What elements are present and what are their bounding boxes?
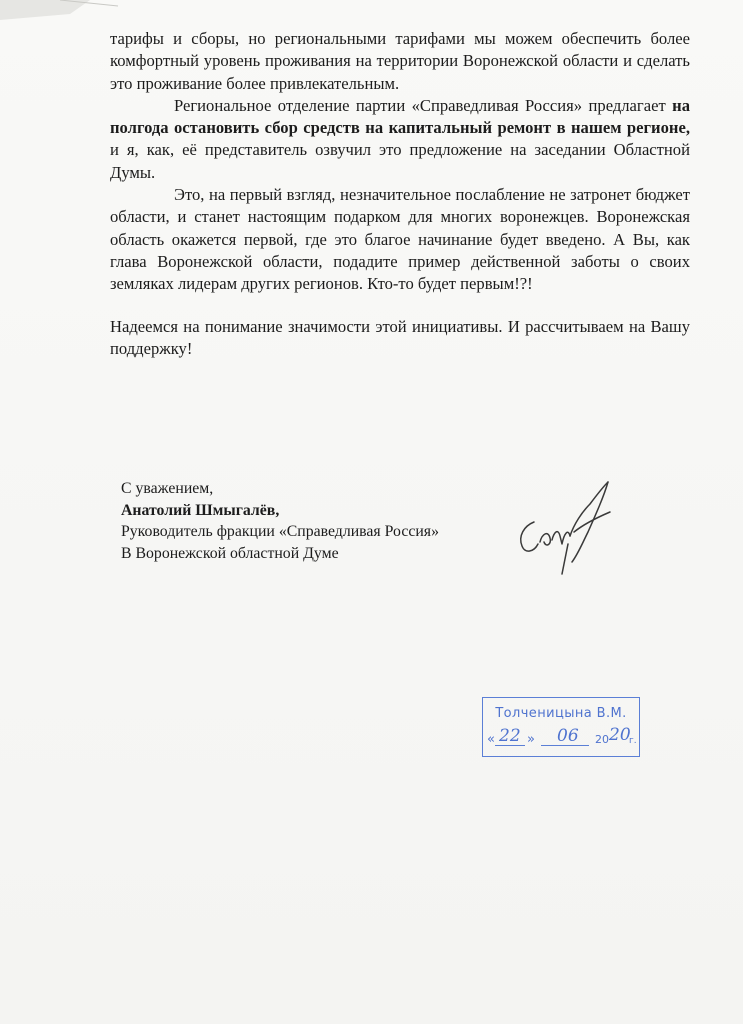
paragraph-support: Надеемся на понимание значимости этой инициативы. И рассчитываем на Вашу поддержку! [110,316,690,358]
signature-block [121,478,521,564]
signer-organization: В Воронежской областной Думе [121,544,339,562]
stamp-date-day: 22 [499,726,521,746]
paragraph-proposal-start: Региональное отделение партии «Справедливая Россия» предлагает [174,95,673,115]
stamp-date-line [487,726,635,750]
letter-body [110,28,690,360]
registration-stamp [482,697,640,757]
paragraph-budget: Это, на первый взгляд, незначительное послабление не затронет бюджет области, и станет настоящим подарком для многих воронежцев. Воронежская область окажется первой, где это благое начинание будет введено. А Вы, как глава Воронежской области, подадите пример действенной заботы о своих земляках лидерам других регионов. Кто-то будет первым!?! [110,185,690,294]
signer-position: Руководитель фракции «Справедливая Россия» [121,523,439,540]
paragraph-proposal [110,95,690,184]
paragraph-proposal-bold: на полгода остановить сбор средств на капитальный ремонт в нашем регионе, [110,95,690,138]
stamp-year-prefix: 20 [595,733,609,746]
page-corner-fold [0,0,130,30]
paragraph-proposal-end: и я, как, её представитель озвучил это предложение на заседании Областной Думы. [110,140,690,182]
stamp-year-suffix: г. [629,736,637,746]
stamp-day-underline [495,745,525,746]
closing-line: С уважением, [121,480,214,497]
paragraph-tariffs: тарифы и сборы, но региональными тарифами мы можем обеспечить более комфортный уровень проживания на территории Воронежской области и сделать это проживание более привлекательным. [110,29,690,93]
stamp-date-year: 20 [609,725,631,745]
stamp-month-underline [541,745,589,746]
stamp-date-month: 06 [557,726,579,746]
handwritten-signature-icon [512,474,632,584]
stamp-quote-close: » [527,732,535,747]
stamp-quote-open: « [487,732,495,747]
signer-name: Анатолий Шмыгалёв, [121,501,280,519]
stamp-recipient-name: Толченицына В.М. [495,706,627,721]
